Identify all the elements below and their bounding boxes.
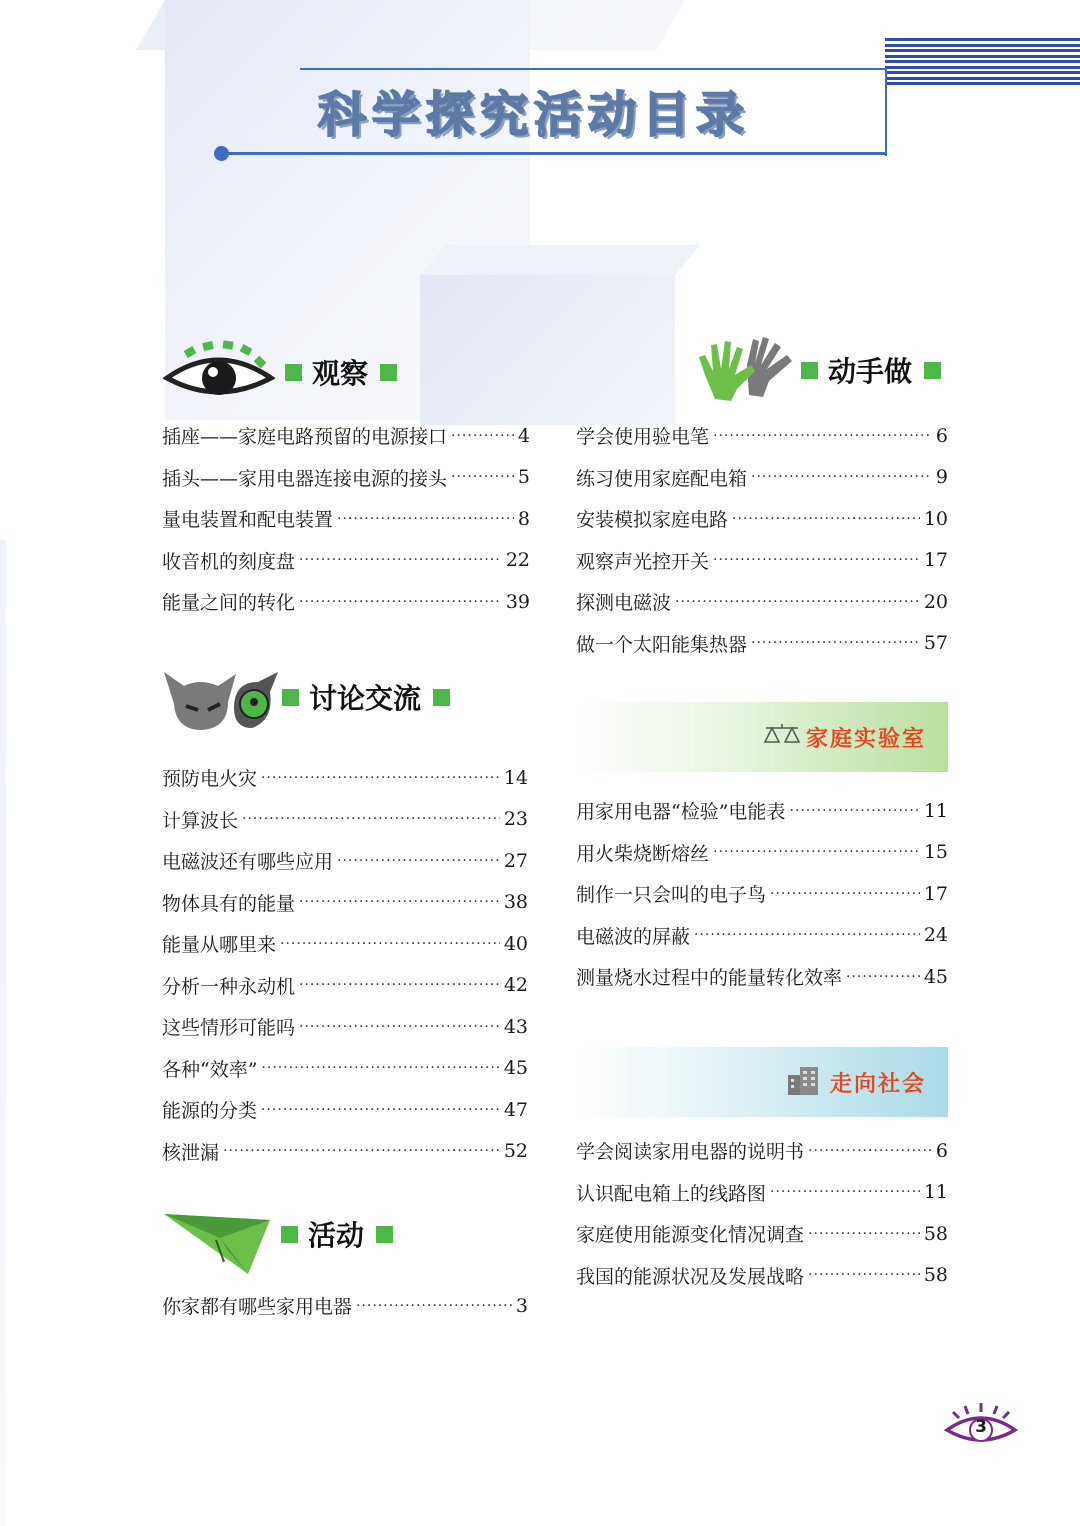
scale-icon [762, 722, 802, 752]
toc-entry: 学会阅读家用电器的说明书 ····· 6 [576, 1130, 948, 1172]
green-square-icon [376, 1226, 393, 1243]
banner-label-homelab: 家庭实验室 [805, 726, 926, 752]
toc-entry: 我国的能源状况及发展战略 ····· 58 [576, 1255, 948, 1297]
section-heading-handson [801, 350, 941, 390]
title-dot [214, 146, 229, 161]
toc-entry: 安装模拟家庭电路 ····· 10 [576, 498, 948, 540]
page-number: 3 [975, 1417, 987, 1437]
discussion-faces-icon [162, 668, 280, 734]
toc-entry: 制作一只会叫的电子鸟 ····· 17 [576, 873, 948, 915]
toc-entry: 计算波长 ····· 23 [162, 799, 528, 841]
toc-entry: 家庭使用能源变化情况调查 ····· 58 [576, 1213, 948, 1255]
green-square-icon [924, 362, 941, 379]
green-square-icon [285, 364, 302, 381]
page-title: 科学探究活动目录 [318, 87, 751, 143]
toc-entry: 能量从哪里来 ····· 40 [162, 923, 528, 965]
toc-entry: 观察声光控开关 ····· 17 [576, 540, 948, 582]
toc-list-activity [162, 1285, 528, 1327]
toc-list-observe [162, 415, 530, 623]
background-block-small [420, 275, 675, 425]
toc-entry: 你家都有哪些家用电器 ····· 3 [162, 1285, 528, 1327]
toc-entry: 学会使用验电笔 ····· 6 [576, 415, 948, 457]
section-heading-observe [285, 352, 397, 392]
toc-entry: 做一个太阳能集热器 ····· 57 [576, 623, 948, 665]
toc-entry: 核泄漏 ····· 52 [162, 1131, 528, 1173]
green-square-icon [282, 689, 299, 706]
toc-list-handson [576, 415, 948, 664]
toc-entry: 分析一种永动机 ····· 42 [162, 965, 528, 1007]
toc-entry: 测量烧水过程中的能量转化效率 ····· 45 [576, 956, 948, 998]
section-heading-activity [281, 1214, 393, 1254]
toc-entry: 电磁波还有哪些应用 ····· 27 [162, 840, 528, 882]
toc-entry: 插头——家用电器连接电源的接头 ····· 5 [162, 457, 530, 499]
section-title-discuss: 讨论交流 [309, 682, 422, 715]
section-title-activity: 活动 [308, 1219, 365, 1252]
hands-icon [697, 335, 797, 403]
toc-entry: 能源的分类 ····· 47 [162, 1089, 528, 1131]
toc-entry: 用家用电器“检验”电能表 ····· 11 [576, 790, 948, 832]
header-stripes [885, 38, 1080, 86]
toc-entry: 电磁波的屏蔽 ····· 24 [576, 915, 948, 957]
green-square-icon [380, 364, 397, 381]
toc-list-society [576, 1130, 948, 1296]
banner-society [576, 1047, 948, 1117]
toc-entry: 这些情形可能吗 ····· 43 [162, 1006, 528, 1048]
background-block-small-top [420, 245, 700, 275]
toc-entry: 探测电磁波 ····· 20 [576, 581, 948, 623]
banner-label-society: 走向社会 [829, 1071, 926, 1097]
toc-entry: 认识配电箱上的线路图 ····· 11 [576, 1172, 948, 1214]
toc-list-discuss [162, 757, 528, 1172]
green-square-icon [281, 1226, 298, 1243]
toc-entry: 用火柴烧断熔丝 ····· 15 [576, 832, 948, 874]
toc-entry: 练习使用家庭配电箱 ····· 9 [576, 457, 948, 499]
toc-entry: 插座——家庭电路预留的电源接口 ····· 4 [162, 415, 530, 457]
left-edge-strip [0, 540, 6, 1526]
eye-icon [163, 338, 275, 408]
title-underline [222, 152, 887, 155]
paper-plane-icon [162, 1210, 274, 1276]
buildings-icon [786, 1065, 822, 1099]
green-square-icon [433, 689, 450, 706]
toc-entry: 收音机的刻度盘 ····· 22 [162, 540, 530, 582]
section-title-handson: 动手做 [828, 355, 913, 388]
toc-entry: 量电装置和配电装置 ····· 8 [162, 498, 530, 540]
toc-entry: 物体具有的能量 ····· 38 [162, 882, 528, 924]
toc-entry: 能量之间的转化 ····· 39 [162, 581, 530, 623]
section-title-observe: 观察 [312, 357, 369, 390]
banner-homelab [576, 702, 948, 772]
toc-list-homelab [576, 790, 948, 998]
toc-entry: 预防电火灾 ····· 14 [162, 757, 528, 799]
section-heading-discuss [282, 677, 450, 717]
toc-entry: 各种“效率” ····· 45 [162, 1048, 528, 1090]
green-square-icon [801, 362, 818, 379]
